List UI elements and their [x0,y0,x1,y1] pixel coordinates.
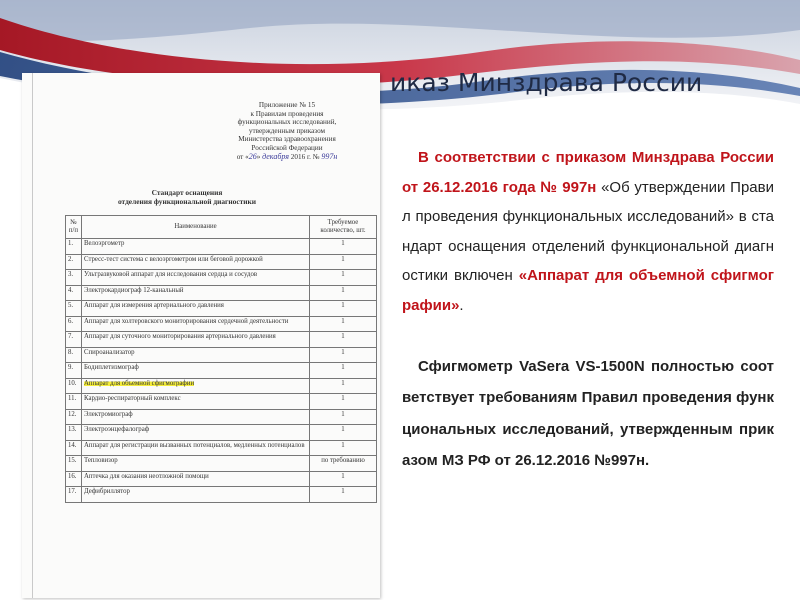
standard-title [117,188,257,206]
row-quantity: 1 [310,285,377,301]
row-name: Аптечка для оказания неотложной помощи [82,471,310,487]
row-name: Велоэргометр [82,239,310,255]
appendix-line: Министерства здравоохранения [238,135,336,144]
row-quantity: 1 [310,409,377,425]
row-quantity: 1 [310,425,377,441]
table-row [66,254,377,270]
row-number: 6. [66,316,82,332]
table-row [66,409,377,425]
slide-title: иказ Минздрава России [390,68,703,97]
table-row-highlighted [66,378,377,394]
order-prefix: от « [236,152,249,161]
appendix-line: Приложение № 15 [258,101,316,109]
compliance-paragraph: Сфигмометр VaSera VS-1500N полностью соответствует требованиям Правил проведения функциональных исследований, утвержденным приказом МЗ РФ от 26.12.2016 №997н. [402,358,774,469]
row-number: 12. [66,409,82,425]
row-quantity: по требованию [310,456,377,472]
table-row [66,316,377,332]
row-number: 2. [66,254,82,270]
device-name-red: «Аппарат для объемной сфигмографии» [402,267,774,314]
row-number: 1. [66,239,82,255]
row-name: Аппарат для регистрации вызванных потенциалов, медленных потенциалов [82,440,310,456]
table-row [66,270,377,286]
order-reference-red: В соответствии с приказом Минздрава России от 26.12.2016 года № 997н [402,149,774,196]
row-quantity: 1 [310,270,377,286]
order-date-line [207,153,367,162]
row-number: 5. [66,301,82,317]
row-number: 17. [66,487,82,503]
row-number: 14. [66,440,82,456]
row-number: 9. [66,363,82,379]
row-name: Дефибриллятор [82,487,310,503]
table-header: Наименование [82,216,310,239]
row-name: Электрокардиограф 12-канальный [82,285,310,301]
table-header: Требуемое количество, шт. [310,216,377,239]
row-name: Аппарат для суточного мониторирования артериального давления [82,332,310,348]
order-year: 2016 г. № [288,152,322,161]
row-name: Аппарат для измерения артериального давления [82,301,310,317]
row-quantity: 1 [310,316,377,332]
row-number: 11. [66,394,82,410]
highlighted-text: Аппарат для объемной сфигмографии [84,379,195,387]
table-row [66,363,377,379]
row-name: Спироанализатор [82,347,310,363]
row-name: Стресс-тест система с велоэргометром или беговой дорожкой [82,254,310,270]
table-row [66,456,377,472]
order-reference-text: «Об утверждении Правил проведения функциональных исследований» в стандарт оснащения отделений функциональной диагностики включен [402,178,774,284]
slide-content [402,143,774,476]
row-quantity: 1 [310,440,377,456]
row-name: Аппарат для холтеровского мониторирования сердечной деятельности [82,316,310,332]
row-number: 15. [66,456,82,472]
row-number: 3. [66,270,82,286]
table-row [66,487,377,503]
row-number: 8. [66,347,82,363]
paragraph-end: . [459,296,464,314]
order-number: 997н [321,151,338,161]
appendix-line: к Правилам проведения [250,109,324,118]
row-number: 13. [66,425,82,441]
order-month: декабря [262,151,289,161]
table-row [66,347,377,363]
row-quantity: 1 [310,363,377,379]
order-day: 26 [248,151,257,161]
order-reference-paragraph [402,143,774,320]
row-quantity: 1 [310,332,377,348]
table-header: № п/п [66,216,82,239]
table-row [66,471,377,487]
row-name: Бодиплетизмограф [82,363,310,379]
table-row [66,332,377,348]
standard-title-line2: отделения функциональной диагностики [117,197,257,206]
row-name-highlighted [82,378,310,394]
row-name: Ультразвуковой аппарат для исследования сердца и сосудов [82,270,310,286]
row-quantity: 1 [310,394,377,410]
table-row [66,440,377,456]
row-quantity: 1 [310,254,377,270]
row-number: 16. [66,471,82,487]
row-quantity: 1 [310,301,377,317]
row-name: Кардио-респираторный комплекс [82,394,310,410]
row-number: 7. [66,332,82,348]
appendix-line: Российской Федерации [251,143,323,152]
row-number: 10. [66,378,82,394]
row-name: Тепловизор [82,456,310,472]
table-row [66,425,377,441]
table-header-row [66,216,377,239]
equipment-table [65,215,377,503]
scan-edge-line [32,73,33,598]
row-quantity: 1 [310,239,377,255]
row-number: 4. [66,285,82,301]
row-name: Электромиограф [82,409,310,425]
appendix-line: утвержденным приказом [248,126,326,135]
standard-title-line1: Стандарт оснащения [151,188,223,197]
scanned-order-document [22,73,380,598]
table-row [66,239,377,255]
row-name: Электроэнцефалограф [82,425,310,441]
order-mid: » [256,152,263,161]
row-quantity: 1 [310,471,377,487]
row-quantity: 1 [310,487,377,503]
row-quantity: 1 [310,347,377,363]
appendix-header [207,101,367,161]
row-quantity: 1 [310,378,377,394]
appendix-line: функциональных исследований, [237,118,337,127]
table-row [66,285,377,301]
table-row [66,394,377,410]
table-row [66,301,377,317]
